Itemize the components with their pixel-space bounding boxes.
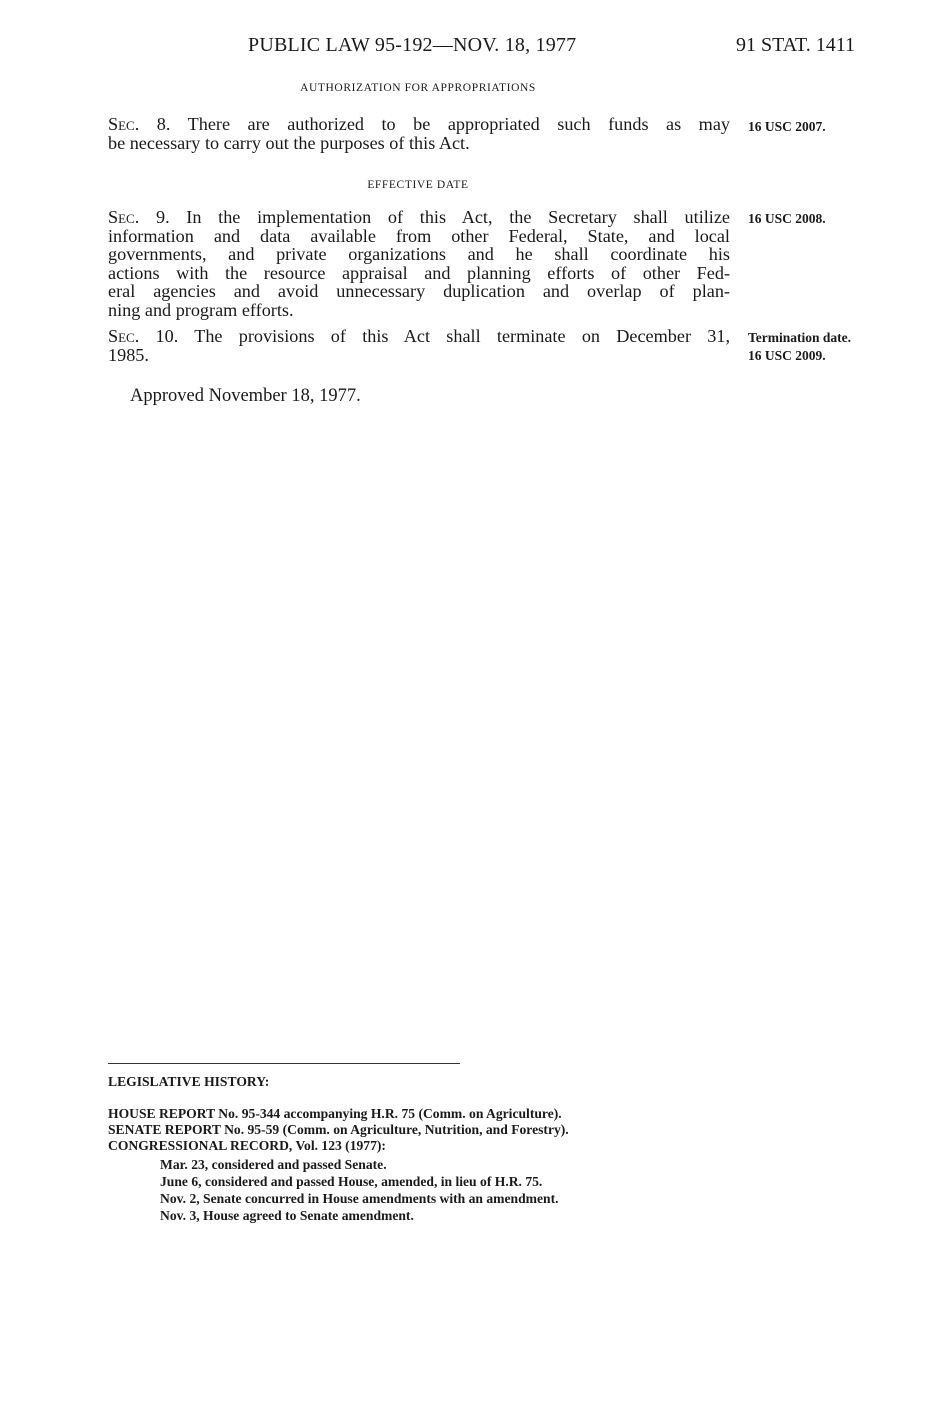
footer-divider [108, 1063, 460, 1064]
paragraph-line: 1985. [108, 344, 149, 365]
margin-citation-sec8: 16 USC 2007. [748, 119, 826, 134]
running-header-stat-page: 91 STAT. 1411 [736, 34, 855, 56]
section-8-paragraph [108, 115, 730, 152]
paragraph-line: eral agencies and avoid unnecessary duplication and overlap of plan- [108, 281, 730, 302]
sec-label: Sec. [108, 114, 140, 134]
paragraph-line: Sec. 9. In the implementation of this Act, the Secretary shall utilize [108, 207, 730, 227]
legislative-history-line: HOUSE REPORT No. 95-344 accompanying H.R. 75 (Comm. on Agriculture). [108, 1106, 562, 1121]
paragraph-line: information and data available from other Federal, State, and local [108, 225, 730, 246]
record-item: June 6, considered and passed House, amended, in lieu of H.R. 75. [160, 1174, 543, 1189]
approval-date: Approved November 18, 1977. [130, 386, 361, 406]
sec-label: Sec. [108, 326, 140, 346]
paragraph-line: governments, and private organizations and he shall coordinate his [108, 244, 730, 265]
legislative-history-title: LEGISLATIVE HISTORY: [108, 1074, 270, 1089]
legislative-history-line: CONGRESSIONAL RECORD, Vol. 123 (1977): [108, 1138, 386, 1153]
legislative-history-line: SENATE REPORT No. 95-59 (Comm. on Agriculture, Nutrition, and Forestry). [108, 1122, 569, 1137]
record-item: Nov. 3, House agreed to Senate amendment. [160, 1208, 414, 1223]
paragraph-line: Sec. 10. The provisions of this Act shall terminate on December 31, [108, 326, 730, 346]
paragraph-line: be necessary to carry out the purposes of this Act. [108, 132, 470, 153]
record-item: Nov. 2, Senate concurred in House amendments with an amendment. [160, 1191, 559, 1206]
margin-citation-sec9: 16 USC 2008. [748, 211, 826, 226]
section-10-paragraph [108, 327, 730, 364]
paragraph-line: actions with the resource appraisal and planning efforts of other Fed- [108, 262, 730, 283]
section-heading-effective-date: EFFECTIVE DATE [367, 179, 469, 191]
margin-note-termination-date: Termination date. [748, 330, 852, 345]
margin-citation-sec10: 16 USC 2009. [748, 348, 826, 363]
section-9-paragraph [108, 208, 730, 320]
paragraph-line: ning and program efforts. [108, 299, 294, 320]
running-header-title: PUBLIC LAW 95-192—NOV. 18, 1977 [248, 34, 577, 56]
sec-label: Sec. [108, 207, 140, 227]
paragraph-line: Sec. 8. There are authorized to be appropriated such funds as may [108, 114, 730, 134]
record-item: Mar. 23, considered and passed Senate. [160, 1157, 387, 1172]
section-heading-authorization: AUTHORIZATION FOR APPROPRIATIONS [300, 82, 536, 94]
